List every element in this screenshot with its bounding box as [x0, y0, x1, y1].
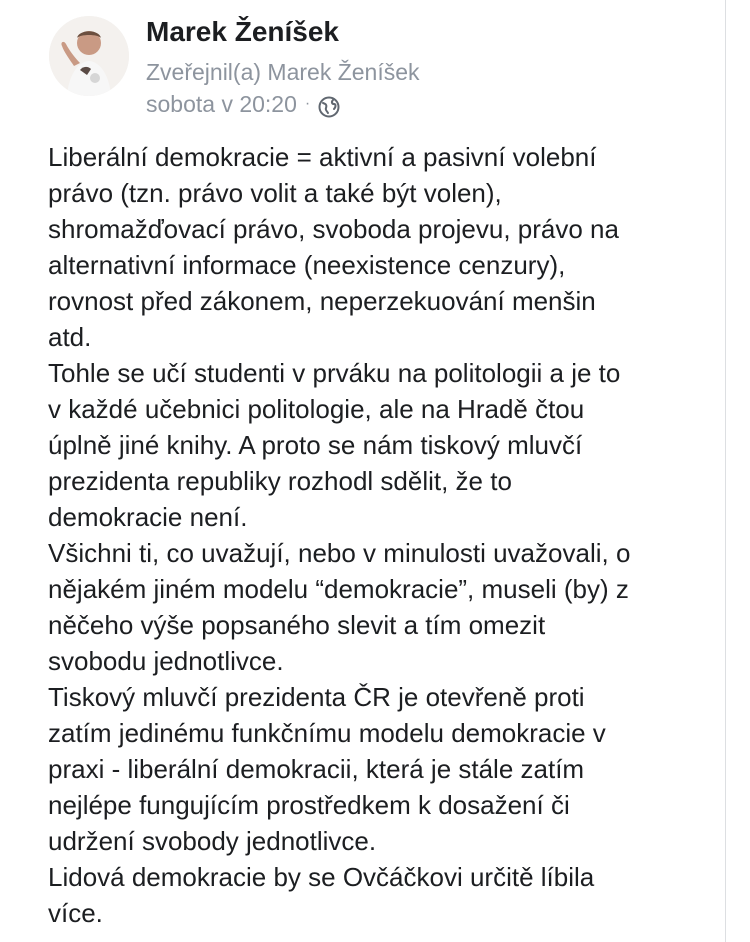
avatar[interactable]: [49, 16, 129, 96]
post-body: [48, 139, 716, 931]
post-text-line: právo (tzn. právo volit a také být volen),: [48, 178, 502, 208]
post-text-line: zatím jedinému funkčnímu modelu demokracie v: [48, 718, 606, 748]
post-meta: [146, 88, 340, 120]
post-text-line: demokracie není.: [48, 502, 248, 532]
post-text-line: Tiskový mluvčí prezidenta ČR je otevřeně proti: [48, 682, 585, 712]
meta-separator: ·: [304, 95, 311, 112]
profile-photo-icon: [49, 16, 129, 96]
post-text-line: alternativní informace (neexistence cenzury),: [48, 250, 566, 280]
post-text-line: svobodu jednotlivce.: [48, 646, 284, 676]
post-text-line: Lidová demokracie by se Ovčáčkovi určitě líbila: [48, 862, 595, 892]
post-paragraph: [48, 535, 716, 679]
post-header: [0, 0, 726, 130]
post-text-line: nějakém jiném modelu “demokracie”, museli (by) z: [48, 574, 629, 604]
post-text-line: praxi - liberální demokracii, která je stále zatím: [48, 754, 585, 784]
post-text-line: něčeho výše popsaného slevit a tím omezit: [48, 610, 546, 640]
post-text-line: nejlépe fungujícím prostředkem k dosažení či: [48, 790, 570, 820]
post-text-line: shromažďovací právo, svoboda projevu, právo na: [48, 214, 619, 244]
published-by-text: Zveřejnil(a) Marek Ženíšek: [146, 59, 420, 85]
post-paragraph: [48, 355, 716, 535]
post-text-line: atd.: [48, 322, 92, 352]
post-paragraph: [48, 679, 716, 859]
post-text-line: rovnost před zákonem, neperzekuování menšin: [48, 286, 596, 316]
post-text-line: Všichni ti, co uvažují, nebo v minulosti uvažovali, o: [48, 538, 631, 568]
post-text-line: více.: [48, 898, 103, 928]
author-name[interactable]: Marek Ženíšek: [146, 16, 339, 47]
post-text-line: Tohle se učí studenti v prváku na politologii a je to: [48, 358, 621, 388]
post-paragraph: [48, 859, 716, 931]
post-timestamp[interactable]: sobota v 20:20: [146, 91, 297, 117]
post-paragraph: [48, 139, 716, 355]
post-text-line: v každé učebnici politologie, ale na Hradě čtou: [48, 394, 585, 424]
post-text-line: Liberální demokracie = aktivní a pasivní volební: [48, 142, 597, 172]
post-text-line: udržení svobody jednotlivce.: [48, 826, 377, 856]
post-text-line: úplně jiné knihy. A proto se nám tiskový mluvčí: [48, 430, 583, 460]
post-text-line: prezidenta republiky rozhodl sdělit, že to: [48, 466, 512, 496]
globe-icon[interactable]: [318, 94, 340, 116]
